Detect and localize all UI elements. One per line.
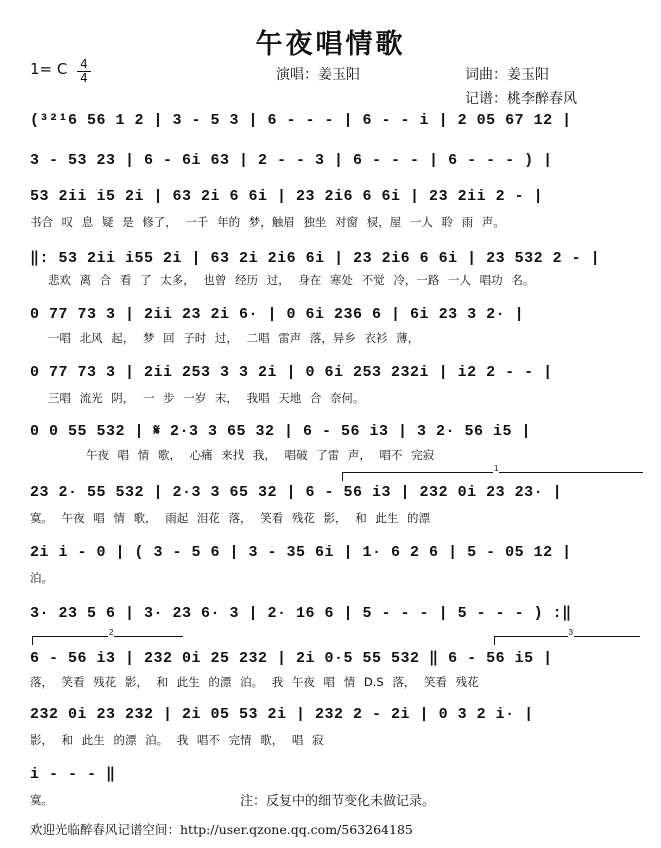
key-signature: 1= C [30,60,68,78]
score-row-11-notes: 6 - 56 i3 | 232 0i 25 232 | 2i 0·5 55 532 ‖ 6 - 56 i5 | [30,650,553,667]
score-row-5-notes: 0 77 73 3 | 2ii 23 2i 6· | 0 6i 236 6 | 6i 23 3 2· | [30,306,525,323]
footer-link-text: 欢迎光临醉春风记谱空间：http://user.qzone.qq.com/563264185 [30,822,413,837]
score-row-12-notes: 232 0i 23 232 | 2i 05 53 2i | 232 2 - 2i | 0 3 2 i· | [30,706,534,723]
score-row-3-lyrics: 书合 叹 息 疑 是 修了， 一千 年的 梦，触眉 独坐 对窗 棂，屋 一人 聆 雨 声。 [30,215,505,229]
score-row-6-lyrics: 三唱 流光 阴， 一 步 一岁 末， 我唱 天地 合 奈何。 [48,391,365,405]
score-row-8-notes: 23 2· 55 532 | 2·3 3 65 32 | 6 - 56 i3 | 232 0i 23 23· | [30,484,563,501]
score-row-12-lyrics: 影， 和 此生 的漂 泊。 我 唱不 完情 歌， 唱 寂 [30,733,324,747]
time-signature-bottom: 4 [80,71,88,85]
score-row-7-notes: 0 0 55 532 | 𝄋 2·3 3 65 32 | 6 - 56 i3 | 3 2· 56 i5 | [30,423,532,440]
score-row-2-notes: 3 - 53 23 | 6 - 6i 63 | 2 - - 3 | 6 - - - | 6 - - - ) | [30,152,553,169]
score-row-7-lyrics: 午夜 唱 情 歌， 心痛 来找 我， 唱破 了雷 声， 唱不 完寂 [86,448,435,462]
score-row-10-notes: 3· 23 5 6 | 3· 23 6· 3 | 2· 16 6 | 5 - - - | 5 - - - ) :‖ [30,605,572,622]
volta-label-1: 1 [494,464,499,473]
song-title: 午夜唱情歌 [255,29,406,60]
composer-credit: 词曲：姜玉阳 [465,67,549,83]
volta-bracket-3 [494,628,640,645]
time-signature [77,58,91,85]
score-row-13-lyrics: 寞。 [30,793,53,807]
transcriber-credit: 记谱：桃李醉春风 [465,91,577,107]
singer-credit: 演唱：姜玉阳 [276,67,360,83]
score-row-9-notes: 2i i - 0 | ( 3 - 5 6 | 3 - 35 6i | 1· 6 2 6 | 5 - 05 12 | [30,544,572,561]
score-row-6-notes: 0 77 73 3 | 2ii 253 3 3 2i | 0 6i 253 232i | i2 2 - - | [30,364,553,381]
score-row-4-lyrics: 悲欢 离 合 看 了 太多， 也曾 经历 过， 身在 寒处 不觉 冷，一路 一人 唱功 名。 [48,273,535,287]
volta-label-3: 3 [568,628,573,637]
score-row-1-notes: (³²¹6 56 1 2 | 3 - 5 3 | 6 - - - | 6 - - i | 2 05 67 12 | [30,112,572,129]
time-signature-top: 4 [77,58,91,72]
score-row-8-lyrics: 寞。 午夜 唱 情 歌， 雨起 泪花 落， 笑看 残花 影， 和 此生 的漂 [30,511,431,525]
score-row-5-lyrics: 一唱 北风 起， 梦 回 子时 过， 二唱 雷声 落，异乡 衣衫 薄， [48,331,420,345]
score-row-13-notes: i - - - ‖ [30,766,116,783]
score-row-11-lyrics: 落， 笑看 残花 影， 和 此生 的漂 泊。 我 午夜 唱 情 D.S 落， 笑看 残花 [30,675,479,689]
volta-bracket-2 [32,628,183,645]
volta-bracket-1 [342,464,643,481]
score-row-3-notes: 53 2ii i5 2i | 63 2i 6 6i | 23 2i6 6 6i | 23 2ii 2 - | [30,188,544,205]
score-row-9-lyrics: 泊。 [30,571,53,585]
volta-label-2: 2 [109,628,114,637]
transcription-note: 注：反复中的细节变化未做记录。 [240,794,436,809]
score-row-4-notes: ‖: 53 2ii i55 2i | 63 2i 2i6 6i | 23 2i6 6 6i | 23 532 2 - | [30,250,601,267]
